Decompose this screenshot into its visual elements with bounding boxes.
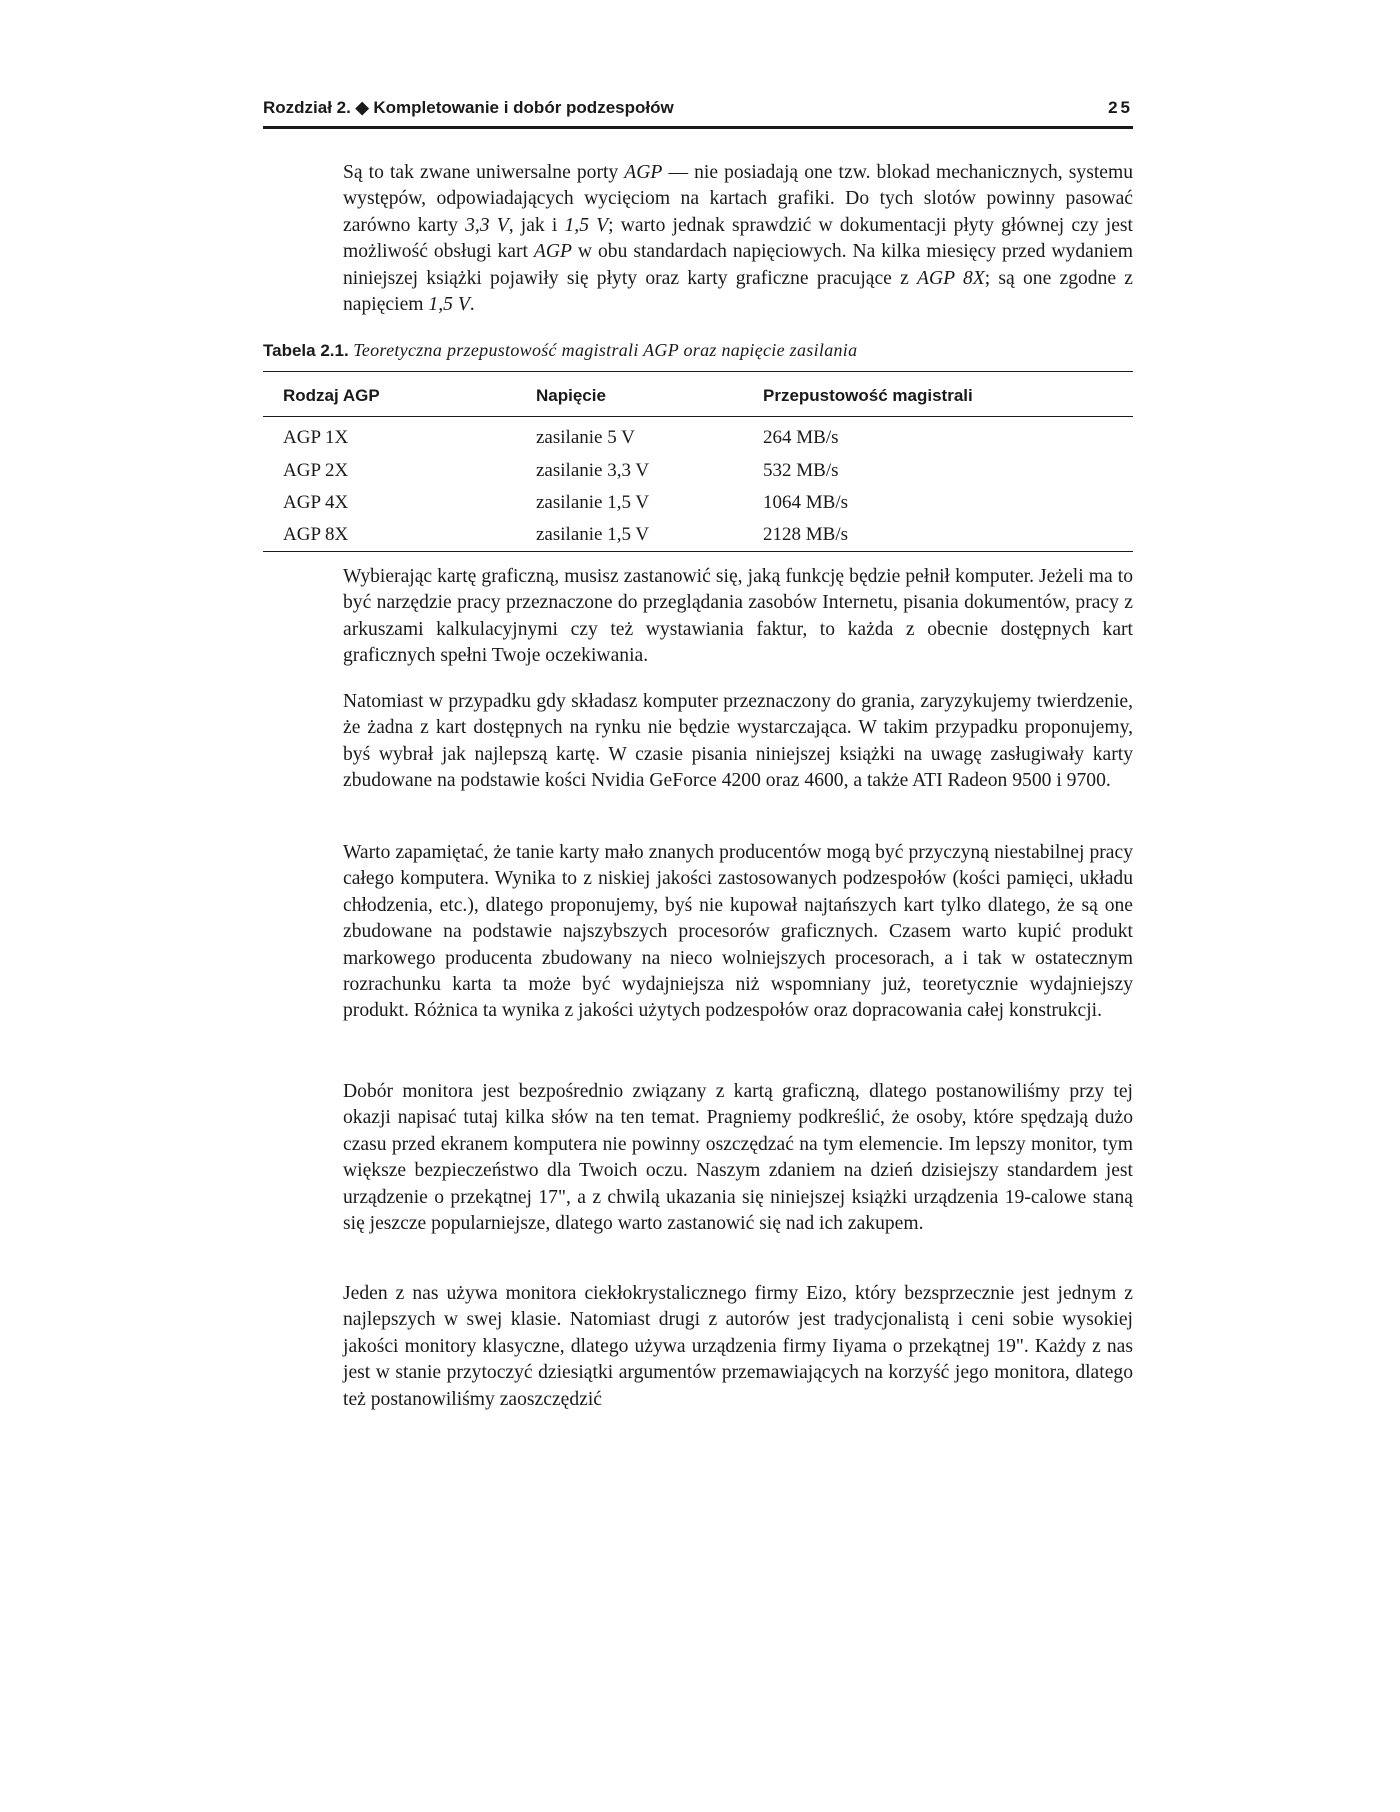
- column-header-voltage: Napięcie: [536, 372, 763, 417]
- table-row: [263, 455, 1133, 487]
- page-number: 25: [1108, 98, 1133, 117]
- agp-table: [263, 371, 1133, 552]
- table-cell: zasilanie 1,5 V: [536, 524, 650, 545]
- table-cell: zasilanie 5 V: [536, 427, 635, 448]
- table-row: [263, 417, 1133, 456]
- column-header-type: Rodzaj AGP: [263, 372, 536, 417]
- body-paragraph: Jeden z nas używa monitora ciekłokrystalicznego firmy Eizo, który bezsprzecznie jest jednym z najlepszych w swej klasie. Natomiast drugi z autorów jest tradycjonalistą i ceni sobie wysokiej jakości monitory klasyczne, dlatego używa urządzenia firmy Iiyama o przekątnej 19". Każdy z nas jest w stanie przytoczyć dziesiątki argumentów przemawiających na korzyść jego monitora, dlatego też postanowiliśmy zaoszczędzić: [343, 1283, 1133, 1410]
- body-paragraph: Warto zapamiętać, że tanie karty mało znanych producentów mogą być przyczyną niestabilnej pracy całego komputera. Wynika to z niskiej jakości zastosowanych podzespołów (kości pamięci, układu chłodzenia, etc.), dlatego proponujemy, byś nie kupował najtańszych kart tylko dlatego, że są one zbudowane na podstawie najszybszych procesorów graficznych. Czasem warto kupić produkt markowego producenta zbudowany na nieco wolniejszych procesorach, a i tak w ostatecznym rozrachunku karta ta może być wydajniejsza niż wspomniany już, teoretycznie wydajniejszy produkt. Różnica ta wynika z jakości użytych podzespołów oraz dopracowania całej konstrukcji.: [343, 842, 1133, 1022]
- table-cell: AGP 2X: [283, 460, 349, 481]
- table-cell: 532 MB/s: [763, 460, 839, 481]
- table-caption-label: Tabela 2.1.: [263, 341, 349, 360]
- table-row: [263, 519, 1133, 552]
- table-header-row: [263, 372, 1133, 417]
- chapter-title: Rozdział 2. ◆ Kompletowanie i dobór podzespołów: [263, 98, 674, 117]
- table-cell: 2128 MB/s: [763, 524, 848, 545]
- table-caption: [263, 340, 1133, 361]
- table-cell: 264 MB/s: [763, 427, 839, 448]
- table-cell: zasilanie 1,5 V: [536, 492, 650, 513]
- table-cell: AGP 8X: [283, 524, 349, 545]
- table-cell: AGP 1X: [283, 427, 349, 448]
- column-header-bandwidth: Przepustowość magistrali: [763, 372, 1133, 417]
- body-paragraph: Natomiast w przypadku gdy składasz komputer przeznaczony do grania, zaryzykujemy twierdzenie, że żadna z kart dostępnych na rynku nie będzie wystarczająca. W takim przypadku proponujemy, byś wybrał jak najlepszą kartę. W czasie pisania niniejszej książki na uwagę zasługiwały karty zbudowane na podstawie kości Nvidia GeForce 4200 oraz 4600, a także ATI Radeon 9500 i 9700.: [343, 691, 1133, 792]
- page-header: [263, 98, 1133, 129]
- table-cell: AGP 4X: [283, 492, 349, 513]
- intro-paragraph: Są to tak zwane uniwersalne porty AGP — nie posiadają one tzw. blokad mechanicznych, systemu występów, odpowiadających wycięciom na kartach grafiki. Do tych slotów powinny pasować zarówno karty 3,3 V, jak i 1,5 V; warto jednak sprawdzić w dokumentacji płyty głównej czy jest możliwość obsługi kart AGP w obu standardach napięciowych. Na kilka miesięcy przed wydaniem niniejszej książki pojawiły się płyty oraz karty graficzne pracujące z AGP 8X; są one zgodne z napięciem 1,5 V.: [343, 162, 1134, 316]
- table-cell: zasilanie 3,3 V: [536, 460, 650, 481]
- table-caption-text: Teoretyczna przepustowość magistrali AGP oraz napięcie zasilania: [353, 340, 858, 360]
- table-row: [263, 487, 1133, 519]
- body-paragraph: Dobór monitora jest bezpośrednio związany z kartą graficzną, dlatego postanowiliśmy przy tej okazji napisać tutaj kilka słów na ten temat. Pragniemy podkreślić, że osoby, które spędzają dużo czasu przed ekranem komputera nie powinny oszczędzać na tym elemencie. Im lepszy monitor, tym większe bezpieczeństwo dla Twoich oczu. Naszym zdaniem na dzień dzisiejszy standardem jest urządzenie o przekątnej 17", a z chwilą ukazania się niniejszej książki urządzenia 19-calowe staną się jeszcze popularniejsze, dlatego warto zastanowić się nad ich zakupem.: [343, 1081, 1133, 1235]
- table-cell: 1064 MB/s: [763, 492, 848, 513]
- body-paragraph: Wybierając kartę graficzną, musisz zastanowić się, jaką funkcję będzie pełnił komputer. Jeżeli ma to być narzędzie pracy przeznaczone do przeglądania zasobów Internetu, pisania dokumentów, pracy z arkuszami kalkulacyjnymi czy też wystawiania faktur, to każda z obecnie dostępnych kart graficznych spełni Twoje oczekiwania.: [343, 566, 1133, 667]
